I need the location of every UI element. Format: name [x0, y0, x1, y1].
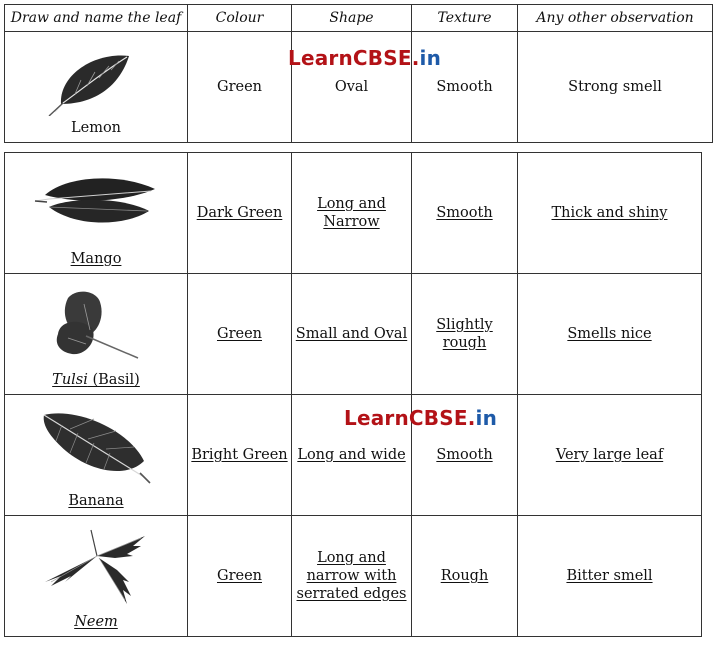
table-row [5, 153, 702, 274]
tulsi-leaf-icon [46, 284, 146, 364]
leaf-name-italic: Neem [74, 614, 118, 630]
shape-line: serrated edges [296, 586, 407, 602]
observation-cell [518, 153, 702, 274]
texture-cell [412, 274, 518, 395]
colour-value: Dark Green [196, 205, 283, 221]
leaf-name-rest: (Basil) [87, 372, 140, 388]
leaf-cell [5, 516, 188, 637]
shape-cell: Oval [292, 32, 412, 143]
shape-cell [292, 516, 412, 637]
observation-cell [518, 395, 702, 516]
answer-table [4, 152, 702, 637]
leaf-name [5, 371, 187, 389]
texture-value: Rough [440, 568, 489, 584]
mango-leaf-icon [31, 171, 161, 233]
texture-value: Smooth [436, 205, 493, 221]
leaf-cell [5, 274, 188, 395]
header-texture: Texture [412, 5, 518, 32]
observation-cell [518, 516, 702, 637]
observation-cell [518, 274, 702, 395]
shape-line: Narrow [323, 214, 380, 230]
shape-line: narrow with [306, 568, 397, 584]
shape-cell [292, 274, 412, 395]
watermark-learn: Learn [288, 46, 353, 70]
shape-line: Long and [317, 550, 386, 566]
lemon-leaf-icon [41, 46, 151, 116]
texture-line: rough [442, 335, 487, 351]
texture-cell: Smooth [412, 32, 518, 143]
leaf-name: Lemon [70, 120, 122, 136]
watermark-logo [344, 406, 497, 430]
watermark-dot: . [411, 46, 420, 70]
observation-value: Smells nice [567, 326, 652, 342]
observation-value: Bitter smell [566, 568, 653, 584]
observation-value: Thick and shiny [551, 205, 668, 221]
colour-cell: Green [188, 32, 292, 143]
watermark-dot: . [467, 406, 476, 430]
leaf-name: Banana [68, 493, 124, 509]
texture-cell [412, 516, 518, 637]
watermark-tld: in [475, 406, 498, 430]
watermark-tld: in [419, 46, 442, 70]
header-row [5, 5, 713, 32]
leaf-name-italic: Tulsi [52, 372, 88, 388]
header-shape: Shape [292, 5, 412, 32]
watermark-logo [288, 46, 441, 70]
colour-cell [188, 153, 292, 274]
colour-cell [188, 274, 292, 395]
banana-leaf-icon [36, 407, 156, 487]
colour-value: Bright Green [191, 447, 288, 463]
colour-value: Green [216, 326, 262, 342]
leaf-cell [5, 153, 188, 274]
header-draw-name: Draw and name the leaf [5, 5, 188, 32]
shape-cell [292, 153, 412, 274]
watermark-cbse: CBSE [352, 46, 412, 70]
colour-cell [188, 516, 292, 637]
texture-cell [412, 153, 518, 274]
texture-line: Slightly [436, 317, 493, 333]
leaf-cell [5, 395, 188, 516]
neem-leaf-icon [41, 526, 151, 606]
header-colour: Colour [188, 5, 292, 32]
colour-cell [188, 395, 292, 516]
observation-cell: Strong smell [518, 32, 713, 143]
header-observation: Any other observation [518, 5, 713, 32]
texture-value: Smooth [436, 447, 493, 463]
watermark-cbse: CBSE [408, 406, 468, 430]
leaf-name [5, 613, 187, 631]
shape-line: Long and wide [297, 447, 406, 463]
colour-value: Green [216, 568, 262, 584]
table-row [5, 274, 702, 395]
observation-value: Very large leaf [555, 447, 664, 463]
watermark-learn: Learn [344, 406, 409, 430]
table-row [5, 516, 702, 637]
shape-line: Small and Oval [295, 326, 408, 342]
leaf-name: Mango [70, 251, 122, 267]
shape-line: Long and [317, 196, 386, 212]
leaf-cell [5, 32, 188, 143]
example-table [4, 4, 713, 143]
